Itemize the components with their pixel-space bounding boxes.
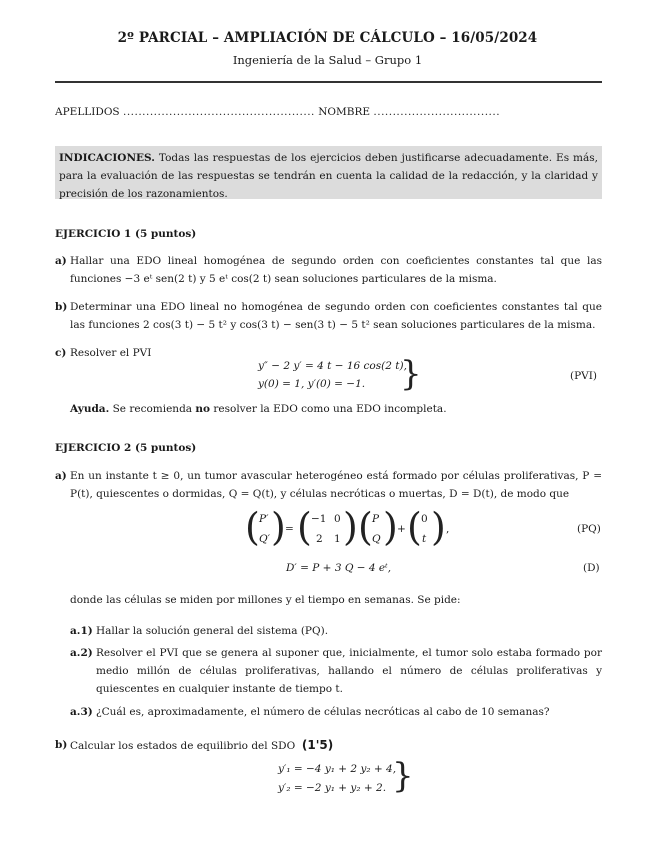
right-paren: ) — [271, 505, 286, 549]
exercise-2a1 — [70, 622, 602, 640]
d-tag: (D) — [583, 562, 600, 574]
exercise-1b — [55, 298, 602, 334]
instructions-box — [55, 146, 602, 199]
sdo-equation-2: y′₂ = −2 y₁ + y₂ + 2. — [278, 782, 387, 794]
pq-tag: (PQ) — [577, 523, 601, 535]
name-field[interactable]: ................................. — [373, 106, 501, 118]
plus-sign: + — [397, 523, 406, 535]
exercise-2b — [55, 736, 602, 755]
right-paren: ) — [343, 505, 358, 549]
vector-cell: t — [422, 533, 427, 545]
item-label: c) — [55, 347, 67, 359]
page-title: 2º PARCIAL – AMPLIACIÓN DE CÁLCULO – 16/05/2024 — [117, 30, 538, 46]
exercise-1-title: EJERCICIO 1 (5 puntos) — [55, 228, 197, 240]
right-brace: } — [400, 354, 422, 394]
vector-cell: P — [372, 513, 380, 525]
left-paren: ( — [358, 505, 373, 549]
hint-text: Se recomienda — [109, 403, 196, 415]
pvi-equation-2: y(0) = 1, y′(0) = −1. — [258, 378, 366, 390]
item-text: Hallar la solución general del sistema (PQ). — [96, 625, 329, 637]
exercise-2a3 — [70, 703, 602, 721]
exercise-2a2 — [70, 644, 602, 698]
instructions-text: Todas las respuestas de los ejercicios deben justificarse adecuadamente. Es más, para la evaluación de las respuestas se tendrán en cuenta la calidad de la redacción, y la claridad y precisión de los razonamientos. — [59, 152, 598, 200]
left-paren: ( — [245, 505, 260, 549]
handwritten-score: (1'5) — [301, 738, 334, 752]
right-paren: ) — [431, 505, 446, 549]
item-label: a) — [55, 470, 67, 482]
item-label: a.1) — [70, 625, 93, 637]
item-text — [70, 736, 602, 755]
item-label: a.3) — [70, 706, 93, 718]
left-paren: ( — [407, 505, 422, 549]
exercise-2-title: EJERCICIO 2 (5 puntos) — [55, 442, 197, 454]
hint-bold: no — [195, 403, 211, 415]
item-label: a) — [55, 255, 67, 267]
student-name-line — [55, 106, 602, 118]
hint-label: Ayuda. — [70, 403, 110, 415]
exercise-1a — [55, 252, 602, 288]
left-paren: ( — [297, 505, 312, 549]
item-text: Resolver el PVI — [70, 347, 152, 359]
item-text-body: Calcular los estados de equilibrio del SDO — [70, 740, 296, 752]
vector-cell: P′ — [259, 513, 269, 525]
equals-sign: = — [285, 523, 294, 535]
item-label: b) — [55, 301, 68, 313]
matrix-cell: 1 — [334, 533, 341, 545]
item-text: Resolver el PVI que se genera al suponer que, inicialmente, el tumor solo estaba formado por medio millón de células proliferativas, hallando el número de células proliferativas y quiescentes en cualquier instante de tiempo t. — [96, 647, 602, 695]
item-text: Determinar una EDO lineal no homogénea de segundo orden con coeficientes constantes tal que las funciones 2 cos(3 t) − 5 t² y cos(3 t) − sen(3 t) − 5 t² sean soluciones particulares de la misma. — [70, 301, 602, 331]
item-text: Hallar una EDO lineal homogénea de segundo orden con coeficientes constantes tal que las funciones −3 eᵗ sen(2 t) y 5 eᵗ cos(2 t) sean soluciones particulares de la misma. — [70, 255, 602, 285]
vector-cell: 0 — [421, 513, 428, 525]
matrix-cell: −1 — [311, 513, 327, 525]
vector-cell: Q′ — [259, 533, 270, 545]
matrix-cell: 2 — [316, 533, 323, 545]
name-label: NOMBRE — [318, 106, 371, 118]
item-label: a.2) — [70, 647, 93, 659]
right-brace: } — [392, 756, 414, 796]
exercise-2a-after: donde las células se miden por millones y el tiempo en semanas. Se pide: — [70, 594, 461, 606]
matrix-cell: 0 — [334, 513, 341, 525]
d-equation: D′ = P + 3 Q − 4 eᵗ, — [286, 562, 392, 574]
item-text: En un instante t ≥ 0, un tumor avascular heterogéneo está formado por células proliferativas, P = P(t), quiescentes o dormidas, Q = Q(t), y células necróticas o muertas, D = D(t), de modo que — [70, 470, 602, 500]
surname-label: APELLIDOS — [55, 106, 120, 118]
item-label: b) — [55, 739, 68, 751]
right-paren: ) — [383, 505, 398, 549]
instructions-label: INDICACIONES. — [59, 152, 155, 164]
page-subtitle: Ingeniería de la Salud – Grupo 1 — [232, 53, 423, 67]
header-rule — [55, 81, 602, 83]
surname-field[interactable]: .................................................. — [122, 106, 315, 118]
sdo-equation-1: y′₁ = −4 y₁ + 2 y₂ + 4, — [278, 763, 397, 775]
pvi-tag: (PVI) — [570, 370, 597, 382]
pvi-equation-1: y″ − 2 y′ = 4 t − 16 cos(2 t), — [258, 360, 407, 372]
item-text: ¿Cuál es, aproximadamente, el número de células necróticas al cabo de 10 semanas? — [96, 706, 550, 718]
vector-cell: Q — [372, 533, 381, 545]
exercise-1-hint — [70, 400, 602, 418]
hint-text: resolver la EDO como una EDO incompleta. — [210, 403, 447, 415]
exercise-2a — [55, 467, 602, 503]
comma: , — [446, 523, 450, 535]
